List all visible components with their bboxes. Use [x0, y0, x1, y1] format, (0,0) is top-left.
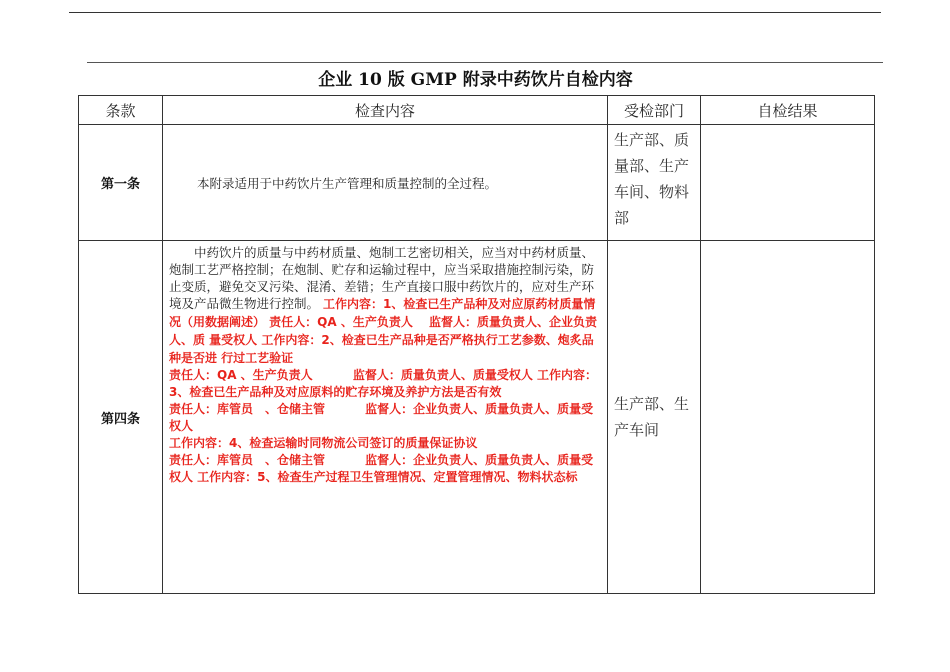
header-clause: 条款 — [79, 96, 163, 125]
clause-cell: 第四条 — [79, 241, 163, 594]
clause-cell: 第一条 — [79, 125, 163, 241]
content-text: 中药饮片的质量与中药材质量、炮制工艺密切相关，应当对中药材质量、炮制工艺严格控制；在炮制、贮存和运输过程中，应当采取措施控制污染，防止变质，避免交叉污染、混淆、差错；生产直接口服中药饮片的，应对生产环境及产品微生物进行控制。 工作内容：1、检查已生产品种及对应原药材质量情况（用数据阐述） 责任人：QA 、生产负责人 监督人：质量负责人、企业负责人、质 量受权人 工作内容：2、检查已生产品种是否严格执行工艺参数、炮炙品种是否进 行过工艺验证 — [169, 245, 598, 365]
table-header-row — [79, 96, 875, 125]
table-row — [79, 241, 875, 594]
department-cell: 生产部、质量部、生产车间、物料部 — [608, 125, 701, 241]
department-cell: 生产部、生产车间 — [608, 241, 701, 594]
inspection-table — [78, 95, 875, 594]
content-cell — [163, 241, 608, 594]
work-item-3: 责任人：库管员 、仓储主管 监督人：企业负责人、质量负责人、质量受权人 — [169, 402, 594, 433]
top-rule — [69, 12, 881, 13]
content-cell: 本附录适用于中药饮片生产管理和质量控制的全过程。 — [163, 125, 608, 241]
work-item-1: 工作内容：1、检查已生产品种及对应原药材质量情况（用数据阐述） 责任人：QA 、生产负责人 监督人：质量负责人、企业负责人、质 量受权人 工作内容：2、检查已生产品种是否严格执行工艺参数、炮炙品种是否进 行过工艺验证 — [169, 297, 598, 365]
table-row — [79, 125, 875, 241]
work-item-5: 责任人：库管员 、仓储主管 监督人：企业负责人、质量负责人、质量受权人 工作内容：5、检查生产过程卫生管理情况、定置管理情况、物料状态标 — [169, 453, 594, 484]
header-content: 检查内容 — [163, 96, 608, 125]
header-result: 自检结果 — [701, 96, 875, 125]
work-item-4: 工作内容：4、检查运输时同物流公司签订的质量保证协议 — [169, 436, 478, 450]
header-department: 受检部门 — [608, 96, 701, 125]
result-cell[interactable] — [701, 241, 875, 594]
result-cell[interactable] — [701, 125, 875, 241]
work-item-2: 责任人：QA 、生产负责人 监督人：质量负责人、质量受权人 工作内容：3、检查已生产品种及对应原料的贮存环境及养护方法是否有效 — [169, 368, 598, 399]
document-title: 企业 10 版 GMP 附录中药饮片自检内容 — [318, 70, 633, 90]
header-rule — [87, 62, 883, 63]
